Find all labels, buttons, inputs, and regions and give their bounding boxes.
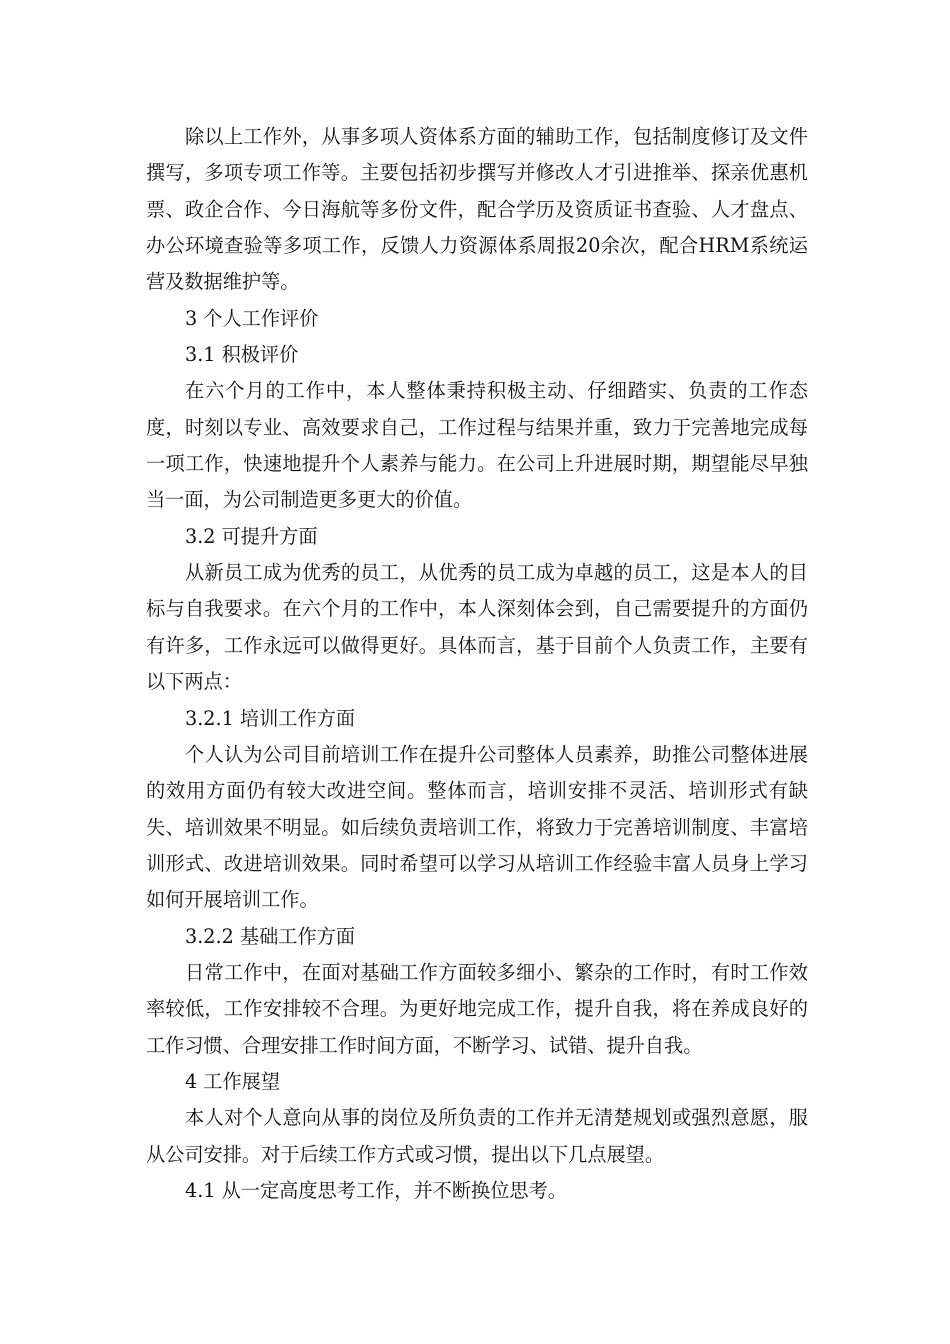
paragraph-basic-work: 日常工作中，在面对基础工作方面较多细小、繁杂的工作时，有时工作效率较低，工作安排较不合理。为更好地完成工作，提升自我，将在养成良好的工作习惯、合理安排工作时间方面，不断学习、试错、提升自我。 xyxy=(146,960,808,1057)
heading-3-2-1-training-work: 3.2.1 培训工作方面 xyxy=(185,706,356,730)
document-body xyxy=(146,119,808,1209)
heading-3-personal-evaluation: 3 个人工作评价 xyxy=(185,306,319,330)
paragraph-improvement-areas: 从新员工成为优秀的员工，从优秀的员工成为卓越的员工，这是本人的目标与自我要求。在六个月的工作中，本人深刻体会到，自己需要提升的方面仍有许多，工作永远可以做得更好。具体而言，基于目前个人负责工作，主要有以下两点： xyxy=(146,561,808,694)
paragraph-training-work: 个人认为公司目前培训工作在提升公司整体人员素养，助推公司整体进展的效用方面仍有较大改进空间。整体而言，培训安排不灵活、培训形式有缺失、培训效果不明显。如后续负责培训工作，将致力于完善培训制度、丰富培训形式、改进培训效果。同时希望可以学习从培训工作经验丰富人员身上学习如何开展培训工作。 xyxy=(146,742,808,912)
paragraph-auxiliary-work: 除以上工作外，从事多项人资体系方面的辅助工作，包括制度修订及文件撰写，多项专项工作等。主要包括初步撰写并修改人才引进推举、探亲优惠机票、政企合作、今日海航等多份文件，配合学历及资质证书查验、人才盘点、办公环境查验等多项工作，反馈人力资源体系周报20余次，配合HRM系统运营及数据维护等。 xyxy=(146,125,808,294)
heading-4-1-think-from-height: 4.1 从一定高度思考工作，并不断换位思考。 xyxy=(185,1178,567,1202)
paragraph-positive-evaluation: 在六个月的工作中，本人整体秉持积极主动、仔细踏实、负责的工作态度，时刻以专业、高效要求自己，工作过程与结果并重，致力于完善地完成每一项工作，快速地提升个人素养与能力。在公司上升进展时期，期望能尽早独当一面，为公司制造更多更大的价值。 xyxy=(146,379,808,512)
heading-3-2-2-basic-work: 3.2.2 基础工作方面 xyxy=(185,924,356,948)
heading-4-work-outlook: 4 工作展望 xyxy=(185,1069,281,1093)
paragraph-work-outlook: 本人对个人意向从事的岗位及所负责的工作并无清楚规划或强烈意愿，服从公司安排。对于后续工作方式或习惯，提出以下几点展望。 xyxy=(146,1106,808,1166)
heading-3-2-improvement-areas: 3.2 可提升方面 xyxy=(185,524,318,548)
heading-3-1-positive-evaluation: 3.1 积极评价 xyxy=(185,343,299,367)
